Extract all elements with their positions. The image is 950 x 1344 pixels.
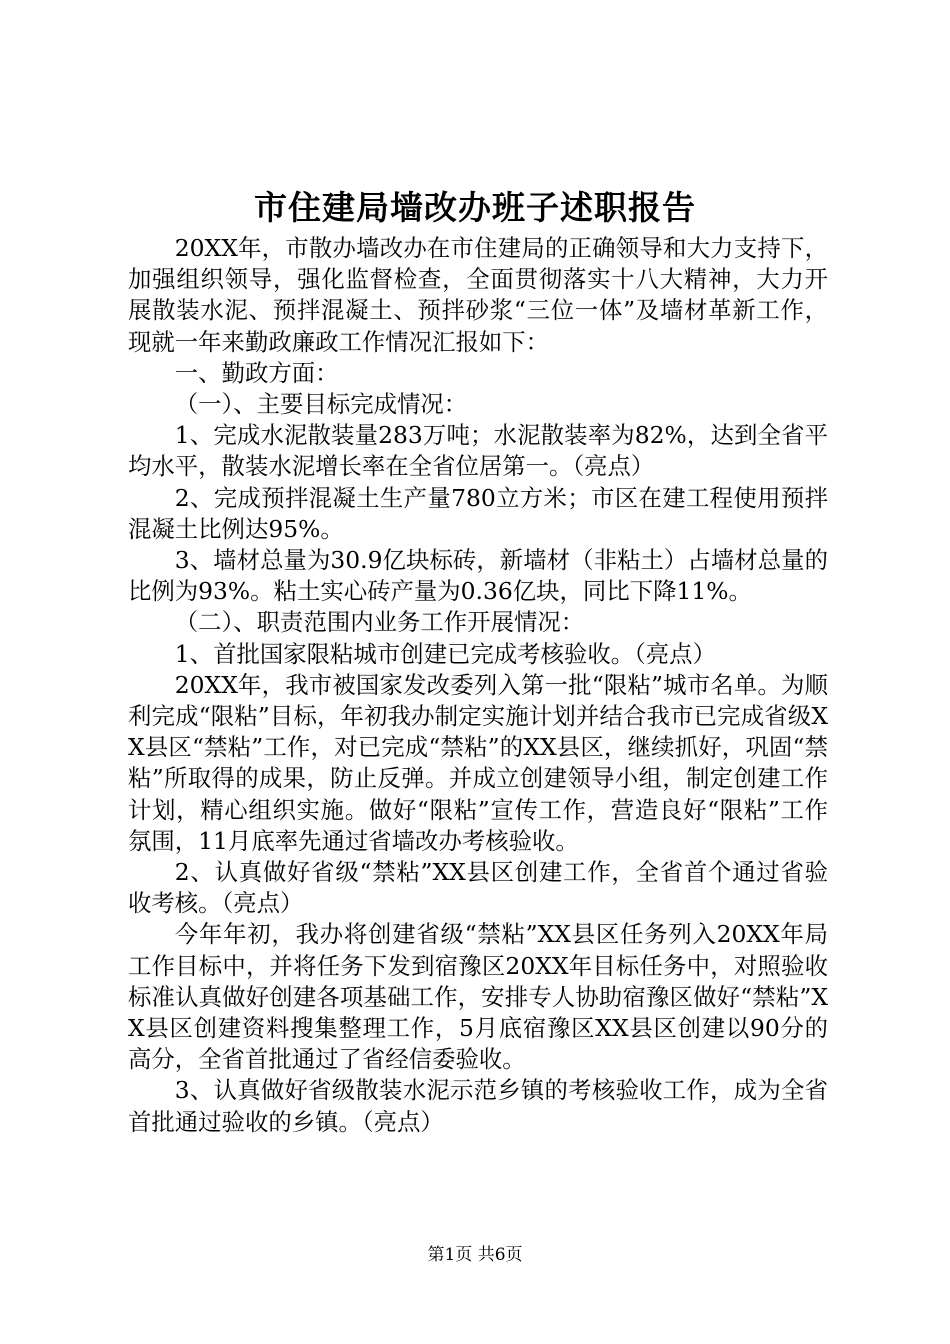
paragraph-item-demo-township: 3、认真做好省级散装水泥示范乡镇的考核验收工作，成为全省首批通过验收的乡镇。（亮点） [128, 1076, 828, 1136]
page-footer: 第1页 共6页 [427, 1245, 523, 1265]
subheading-main-goals: （一）、主要目标完成情况： [174, 390, 468, 419]
paragraph-ban-clay-detail: 今年年初，我办将创建省级“禁粘”XX县区任务列入20XX年局工作目标中，并将任务下发到宿豫区20XX年目标任务中，对照验收标准认真做好创建各项基础工作，安排专人协助宿豫区做好“禁粘”XX县区创建资料搜集整理工作，5月底宿豫区XX县区创建以90分的高分，全省首批通过了省经信委验收。 [128, 920, 828, 1074]
paragraph-concrete-goal: 2、完成预拌混凝土生产量780立方米；市区在建工程使用预拌混凝土比例达95%。 [128, 483, 828, 543]
paragraph-restrict-clay-detail: 20XX年，我市被国家发改委列入第一批“限粘”城市名单。为顺利完成“限粘”目标，年初我办制定实施计划并结合我市已完成省级XX县区“禁粘”工作，对已完成“禁粘”的XX县区，继续抓好，巩固“禁粘”所取得的成果，防止反弹。并成立创建领导小组，制定创建工作计划，精心组织实施。做好“限粘”宣传工作，营造良好“限粘”工作氛围，11月底率先通过省墙改办考核验收。 [128, 670, 828, 855]
document-body [128, 233, 828, 1138]
document-title: 市住建局墙改办班子述职报告 [254, 188, 696, 227]
paragraph-intro: 20XX年，市散办墙改办在市住建局的正确领导和大力支持下，加强组织领导，强化监督检查，全面贯彻落实十八大精神，大力开展散装水泥、预拌混凝土、预拌砂浆“三位一体”及墙材革新工作，现就一年来勤政廉政工作情况汇报如下： [128, 234, 828, 356]
heading-diligence: 一、勤政方面： [174, 358, 339, 387]
paragraph-item-restrict-clay-city: 1、首批国家限粘城市创建已完成考核验收。（亮点） [174, 639, 716, 668]
paragraph-wall-material-goal: 3、墙材总量为30.9亿块标砖，新墙材（非粘土）占墙材总量的比例为93%。粘土实心砖产量为0.36亿块，同比下降11%。 [128, 546, 828, 606]
subheading-business-work: （二）、职责范围内业务工作开展情况： [174, 608, 585, 637]
paragraph-item-ban-clay-county: 2、认真做好省级“禁粘”XX县区创建工作，全省首个通过省验收考核。（亮点） [128, 858, 828, 918]
paragraph-cement-goal: 1、完成水泥散装量283万吨；水泥散装率为82%，达到全省平均水平，散装水泥增长率在全省位居第一。（亮点） [128, 421, 828, 481]
